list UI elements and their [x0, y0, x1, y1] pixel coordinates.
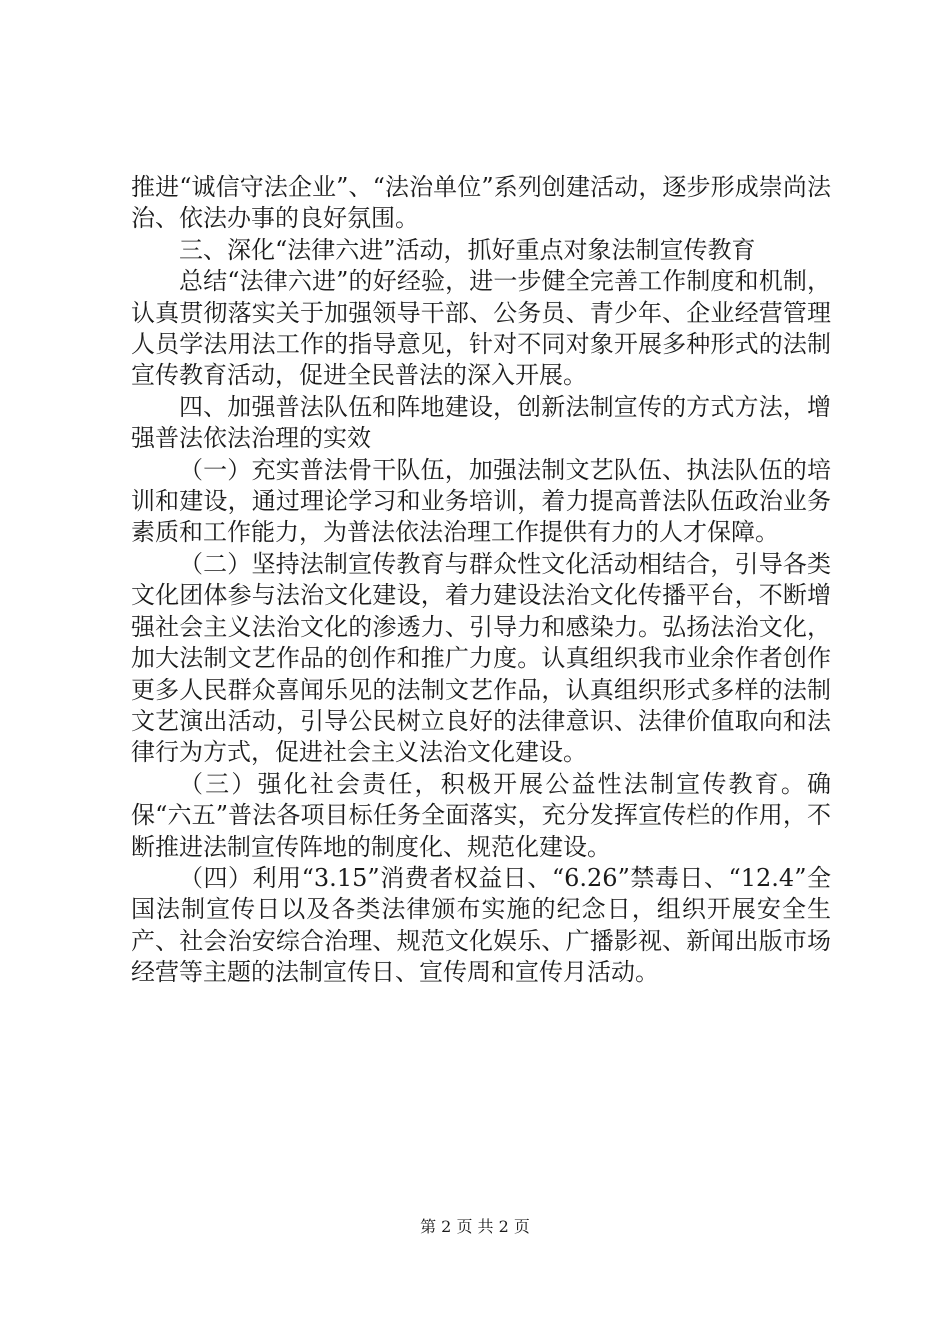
paragraph-continuation: 推进“诚信守法企业”、“法治单位”系列创建活动，逐步形成崇尚法治、依法办事的良好氛围。	[131, 173, 831, 233]
paragraph-item-2: （二）坚持法制宣传教育与群众性文化活动相结合，引导各类文化团体参与法治文化建设，着力建设法治文化传播平台，不断增强社会主义法治文化的渗透力、引导力和感染力。弘扬法治文化，加大法制文艺作品的创作和推广力度。认真组织我市业余作者创作更多人民群众喜闻乐见的法制文艺作品，认真组织形式多样的法制文艺演出活动，引导公民树立良好的法律意识、法律价值取向和法律行为方式，促进社会主义法治文化建设。	[131, 549, 831, 767]
section-heading-four: 四、加强普法队伍和阵地建设，创新法制宣传的方式方法，增强普法依法治理的实效	[131, 392, 831, 453]
paragraph: 总结“法律六进”的好经验，进一步健全完善工作制度和机制，认真贯彻落实关于加强领导干部、公务员、青少年、企业经营管理人员学法用法工作的指导意见，针对不同对象开展多种形式的法制宣传教育活动，促进全民普法的深入开展。	[131, 267, 831, 390]
page-number-footer: 第 2 页 共 2 页	[420, 1217, 530, 1236]
paragraph-item-3: （三）强化社会责任，积极开展公益性法制宣传教育。确保“六五”普法各项目标任务全面落实，充分发挥宣传栏的作用，不断推进法制宣传阵地的制度化、规范化建设。	[131, 769, 831, 861]
paragraph-item-1: （一）充实普法骨干队伍，加强法制文艺队伍、执法队伍的培训和建设，通过理论学习和业务培训，着力提高普法队伍政治业务素质和工作能力，为普法依法治理工作提供有力的人才保障。	[131, 455, 831, 547]
section-heading-three: 三、深化“法律六进”活动，抓好重点对象法制宣传教育	[179, 235, 756, 264]
document-body	[131, 172, 831, 989]
paragraph-item-4: （四）利用“3.15”消费者权益日、“6.26”禁毒日、“12.4”全国法制宣传日以及各类法律颁布实施的纪念日，组织开展安全生产、社会治安综合治理、规范文化娱乐、广播影视、新闻出版市场经营等主题的法制宣传日、宣传周和宣传月活动。	[131, 863, 831, 987]
